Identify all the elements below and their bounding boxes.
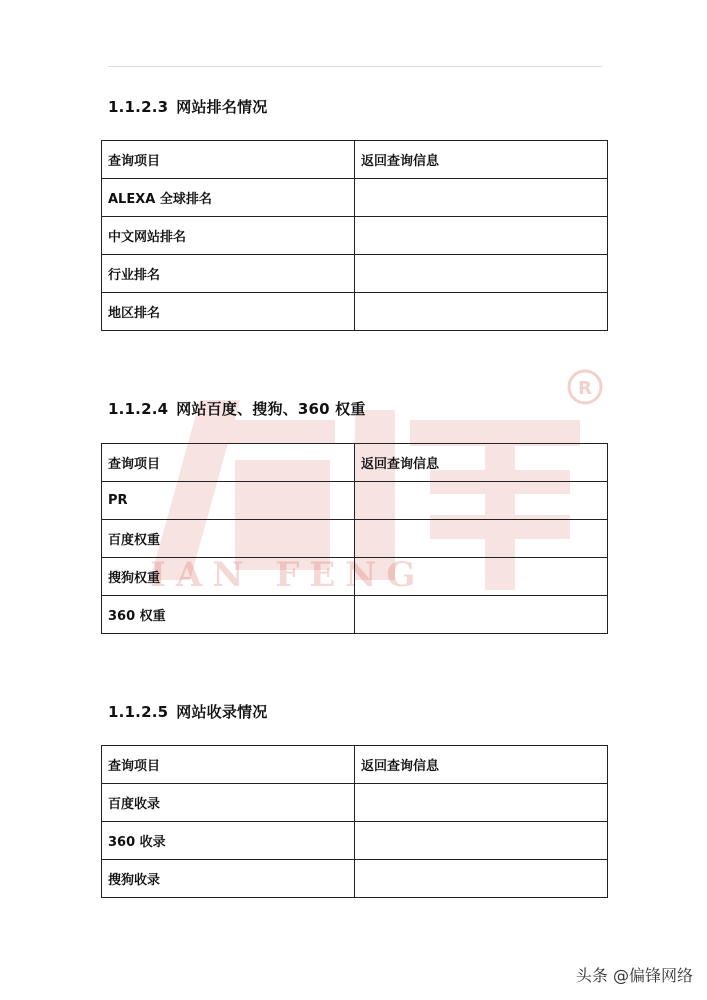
row-label: 360 收录 bbox=[102, 822, 355, 860]
header-return-info: 返回查询信息 bbox=[355, 141, 608, 179]
svg-text:R: R bbox=[578, 378, 592, 399]
row-value bbox=[355, 179, 608, 217]
row-value bbox=[355, 255, 608, 293]
row-label: 360 权重 bbox=[102, 596, 355, 634]
table-row bbox=[102, 255, 608, 293]
row-value bbox=[355, 596, 608, 634]
row-label: 搜狗收录 bbox=[102, 860, 355, 898]
table-row bbox=[102, 217, 608, 255]
row-value bbox=[355, 822, 608, 860]
row-label: 百度权重 bbox=[102, 520, 355, 558]
section-heading-indexing bbox=[108, 701, 267, 722]
section-heading-ranking bbox=[108, 96, 267, 117]
weight-table bbox=[101, 443, 608, 634]
table-header-row bbox=[102, 746, 608, 784]
header-return-info: 返回查询信息 bbox=[355, 444, 608, 482]
header-query-item: 查询项目 bbox=[102, 444, 355, 482]
table-row bbox=[102, 520, 608, 558]
row-label: 百度收录 bbox=[102, 784, 355, 822]
table-row bbox=[102, 784, 608, 822]
row-label: PR bbox=[102, 482, 355, 520]
top-divider bbox=[108, 66, 602, 67]
section-heading-weight bbox=[108, 398, 366, 419]
table-row bbox=[102, 860, 608, 898]
row-label: 中文网站排名 bbox=[102, 217, 355, 255]
table-header-row bbox=[102, 141, 608, 179]
table-row bbox=[102, 596, 608, 634]
header-query-item: 查询项目 bbox=[102, 746, 355, 784]
row-value bbox=[355, 217, 608, 255]
section-title: 网站排名情况 bbox=[176, 98, 268, 116]
registered-trademark-icon bbox=[566, 368, 604, 406]
section-number: 1.1.2.4 bbox=[108, 400, 169, 418]
section-number: 1.1.2.5 bbox=[108, 703, 169, 721]
section-title: 网站收录情况 bbox=[176, 703, 268, 721]
row-label: 地区排名 bbox=[102, 293, 355, 331]
section-number: 1.1.2.3 bbox=[108, 98, 169, 116]
row-value bbox=[355, 860, 608, 898]
row-value bbox=[355, 482, 608, 520]
ranking-table bbox=[101, 140, 608, 331]
table-row bbox=[102, 179, 608, 217]
table-row bbox=[102, 482, 608, 520]
footer-credit: 头条 @偏锋网络 bbox=[575, 966, 693, 985]
watermark-stroke bbox=[225, 420, 335, 444]
row-value bbox=[355, 784, 608, 822]
table-row bbox=[102, 558, 608, 596]
table-row bbox=[102, 822, 608, 860]
indexing-table bbox=[101, 745, 608, 898]
header-query-item: 查询项目 bbox=[102, 141, 355, 179]
row-label: ALEXA 全球排名 bbox=[102, 179, 355, 217]
row-value bbox=[355, 520, 608, 558]
row-value bbox=[355, 293, 608, 331]
watermark-subtitle: IAN FENG bbox=[150, 555, 426, 595]
section-title: 网站百度、搜狗、360 权重 bbox=[176, 400, 366, 418]
header-return-info: 返回查询信息 bbox=[355, 746, 608, 784]
row-label: 搜狗权重 bbox=[102, 558, 355, 596]
table-header-row bbox=[102, 444, 608, 482]
row-label: 行业排名 bbox=[102, 255, 355, 293]
row-value bbox=[355, 558, 608, 596]
table-row bbox=[102, 293, 608, 331]
